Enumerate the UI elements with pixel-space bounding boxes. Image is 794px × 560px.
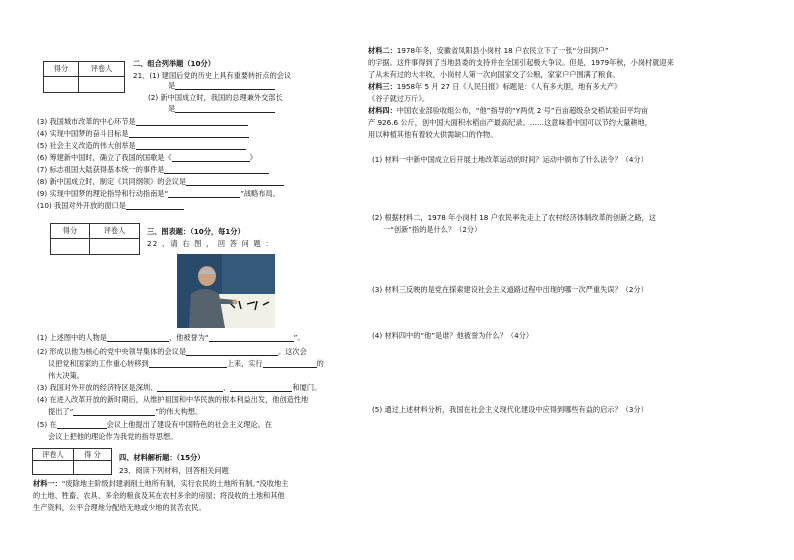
section-2-title: 二、组合列举题（10分） bbox=[133, 59, 215, 68]
section-4-title: 四、材料解析题：（15分） bbox=[119, 453, 205, 462]
answer-blank[interactable] bbox=[209, 334, 294, 342]
p2b-end: 的 bbox=[316, 359, 324, 368]
answer-blank[interactable] bbox=[129, 130, 249, 138]
reviewer-header: 评卷人 bbox=[90, 224, 140, 239]
question-6-end: 》 bbox=[249, 153, 257, 162]
material-1-text: 生产资料，公平合理地分配给无地或少地的贫苦农民。 bbox=[33, 503, 206, 512]
question-5: (5) 社会主义改造的伟大创举是 bbox=[37, 141, 136, 150]
answer-blank[interactable] bbox=[164, 166, 269, 174]
material-2-text: 的字据。这件事得到了当地县委的支持并在全国引起极大争议。但是，1979年秋，小岗村就迎来 bbox=[368, 58, 674, 67]
p2-end: 。这次会 bbox=[278, 347, 307, 356]
right-question-2b: 一“创新”指的是什么？（2分） bbox=[383, 225, 482, 234]
material-3-text: 《谷子就过万斤》。 bbox=[368, 94, 430, 103]
answer-blank[interactable] bbox=[136, 142, 246, 150]
question-4: (4) 实现中国梦的奋斗目标是 bbox=[37, 129, 129, 138]
section-3-title: 三、图表题：（10分，每1分） bbox=[147, 227, 245, 236]
question-8: (8) 新中国成立时，制定《共同纲领》的会议是 bbox=[37, 177, 187, 186]
question-7: (7) 标志祖国大陆获得基本统一的事件是 bbox=[37, 165, 165, 174]
question-22: 22 、请 右 图 ， 回 答 问 题 ： bbox=[147, 239, 274, 248]
material-1-label: 材料一： bbox=[33, 479, 62, 488]
score-table-1 bbox=[43, 61, 125, 93]
p4: (4) 在进入改革开放的新时期后，从维护祖国和中华民族的根本利益出发，他创造性地 bbox=[37, 395, 309, 404]
answer-blank[interactable] bbox=[126, 202, 184, 210]
score-table-3 bbox=[32, 448, 112, 475]
score-cell[interactable] bbox=[51, 239, 90, 255]
material-1-text: “废除地主阶级封建剥削土地所有制，实行农民的土地所有制。”没收地主 bbox=[61, 479, 289, 488]
question-9: (9) 实现中国梦的理论指导和行动指南是“ bbox=[37, 189, 169, 198]
p5-lead: (5) 在 bbox=[37, 420, 57, 429]
p3-sep: 、 bbox=[223, 383, 231, 392]
answer-blank[interactable] bbox=[149, 360, 227, 368]
p2b-lead: 议把党和国家的工作重心转移到 bbox=[48, 359, 149, 368]
material-2-text: 1978年冬，安徽省凤阳县小岗村 18 户农民立下了一张“分田到户” bbox=[396, 46, 609, 55]
p2c: 伟大决策。 bbox=[48, 371, 84, 380]
material-4-label: 材料四： bbox=[368, 106, 397, 115]
p1-lead: (1) 上述图中的人物是 bbox=[37, 333, 107, 342]
score-cell[interactable] bbox=[74, 461, 112, 475]
answer-blank[interactable] bbox=[175, 82, 275, 90]
question-21-2-lead: 是 bbox=[168, 104, 176, 113]
material-4-text: 中国农业部验收组公布，“他”指导的“Y两优 2 号”百亩超级杂交稻试验田平均亩 bbox=[396, 106, 649, 115]
right-question-4: (4) 材料四中的“他”是谁？他被誉为什么？（4分） bbox=[372, 331, 534, 340]
material-3-text: 1958年 5 月 27 日《人民日报》标题是：《人有多大胆，地有多大产》 bbox=[396, 82, 622, 91]
material-1-text: 的土地、牲畜、农具、多余的粮食及其在农村多余的房屋；将没收的土地和其他 bbox=[33, 491, 285, 500]
score-table-2 bbox=[50, 223, 140, 255]
p5b: 会议上把他的理论作为我党的指导思想。 bbox=[48, 432, 178, 441]
answer-blank[interactable] bbox=[136, 118, 248, 126]
answer-blank[interactable] bbox=[186, 348, 278, 356]
p4b-end: ”的伟大构想。 bbox=[155, 407, 203, 416]
question-9-end: ”战略布局。 bbox=[240, 189, 280, 198]
reviewer-cell[interactable] bbox=[79, 77, 125, 93]
p1-mid: ，他被誉为“ bbox=[168, 333, 209, 342]
reviewer-cell[interactable] bbox=[90, 239, 140, 255]
answer-blank[interactable] bbox=[107, 334, 169, 342]
score-header: 得 分 bbox=[74, 449, 112, 461]
right-question-2: (2) 根据材料二，1978 年小岗村 18 户农民率先走上了农村经济体制改革的创新之路，这 bbox=[372, 213, 656, 222]
material-2-text: 了从未有过的大丰收，小岗村人第一次向国家交了公粮，家家户户围满了粮食。 bbox=[368, 70, 620, 79]
reviewer-header: 评卷人 bbox=[79, 62, 125, 77]
p3-end: 和厦门。 bbox=[292, 383, 322, 392]
material-3-label: 材料三： bbox=[368, 82, 397, 91]
right-question-1: (1) 材料一中新中国成立后开展土地改革运动的时间？运动中颁布了什么法令？（4分） bbox=[372, 155, 648, 164]
right-question-5: (5) 通过上述材料分析，我国在社会主义现代化建设中应得到哪些有益的启示？（3分） bbox=[372, 405, 648, 414]
p2b-mid: 上来，实行 bbox=[226, 359, 263, 368]
score-cell[interactable] bbox=[44, 77, 79, 93]
material-4-text: 产 926.6 公斤，创中国大面积水稻亩产最高纪录。……这意味着中国可以节约大量耕地， bbox=[368, 118, 652, 127]
question-3: (3) 我国城市改革的中心环节是 bbox=[37, 117, 136, 126]
reviewer-header: 评卷人 bbox=[33, 449, 74, 461]
answer-blank[interactable] bbox=[168, 190, 240, 198]
answer-blank[interactable] bbox=[172, 154, 250, 162]
material-2-label: 材料二： bbox=[368, 46, 397, 55]
question-21-1: 21、(1) 建国后党的历史上具有重要转折点的会议 bbox=[133, 71, 292, 80]
answer-blank[interactable] bbox=[175, 105, 275, 113]
answer-blank[interactable] bbox=[230, 384, 292, 392]
answer-blank[interactable] bbox=[263, 360, 317, 368]
material-4-text: 用以种植其他有着较大供需缺口的作物。 bbox=[368, 130, 498, 139]
answer-blank[interactable] bbox=[157, 384, 223, 392]
answer-blank[interactable] bbox=[186, 178, 284, 186]
reviewer-cell[interactable] bbox=[33, 461, 74, 475]
p4b-lead: 提出了“ bbox=[48, 407, 74, 416]
p1-end: ”。 bbox=[293, 333, 305, 342]
question-6: (6) 筹建新中国时，确立了我国的国歌是《 bbox=[37, 153, 172, 162]
portrait-photo bbox=[177, 254, 275, 328]
question-21-2: (2) 新中国成立时，我国的总理兼外交部长 bbox=[148, 93, 283, 102]
score-header: 得分 bbox=[44, 62, 79, 77]
right-question-3: (3) 材料三反映的是党在探索建设社会主义道路过程中出现的哪一次严重失误？（2分） bbox=[372, 285, 648, 294]
answer-blank[interactable] bbox=[57, 421, 107, 429]
answer-blank[interactable] bbox=[73, 408, 155, 416]
p5-end: 会议上他提出了建设有中国特色的社会主义理论。在 bbox=[106, 420, 272, 429]
question-21-1-lead: 是 bbox=[168, 81, 176, 90]
p3-lead: (3) 我国对外开放的经济特区是深圳、 bbox=[37, 383, 158, 392]
p2-lead: (2) 形成以他为核心的党中央领导集体的会议是 bbox=[37, 347, 187, 356]
question-23: 23、阅读下列材料，回答相关问题 bbox=[119, 466, 229, 475]
score-header: 得分 bbox=[51, 224, 90, 239]
question-10: (10) 我国对外开放的窗口是 bbox=[37, 201, 126, 210]
